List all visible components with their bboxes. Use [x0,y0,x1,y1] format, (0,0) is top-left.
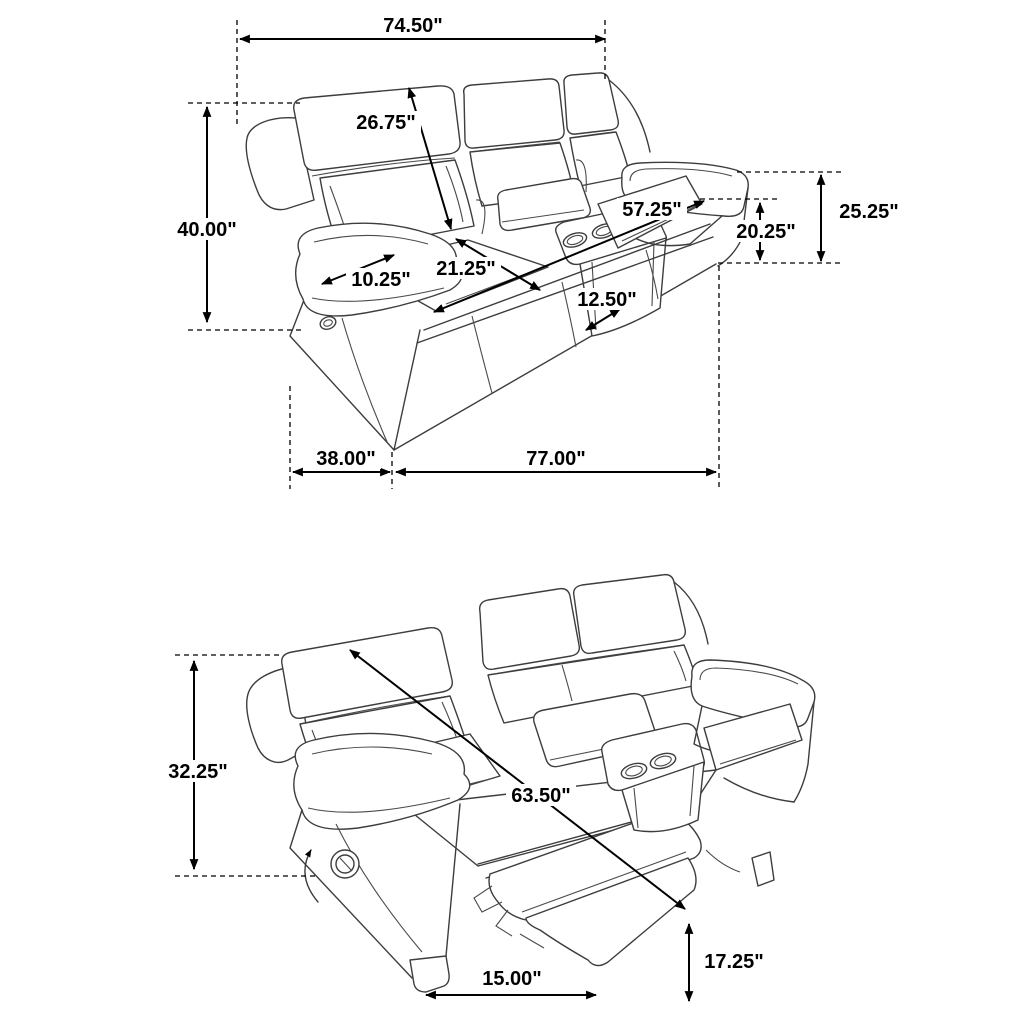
dim-side-depth [293,447,390,472]
dim-footrest-extension-label: 15.00" [482,968,542,990]
power-button-icon [318,315,337,332]
dim-reclined-height [163,661,233,869]
dim-reclined-height-label: 32.25" [168,761,228,783]
sofa-reclined-art [247,575,815,992]
dim-overall-width-label: 77.00" [526,448,586,470]
dim-overall-width [396,447,716,472]
dim-arm-height-label: 25.25" [839,201,899,223]
dim-footrest-height [689,924,769,1001]
dim-side-depth-label: 38.00" [316,448,376,470]
dim-reclined-length-label: 63.50" [511,785,571,807]
dim-console-width-label: 12.50" [577,289,637,311]
dim-armrest-width-label: 10.25" [351,269,411,291]
dim-footrest-extension [426,967,596,995]
dim-seat-depth-label: 21.25" [436,258,496,280]
dim-seat-height-label: 20.25" [736,221,796,243]
dim-overall-height-label: 40.00" [177,219,237,241]
dim-seat-front-width-label: 57.25" [622,199,682,221]
dim-backrest-length-label: 26.75" [356,112,416,134]
dim-back-width [240,14,605,39]
dim-back-width-label: 74.50" [383,15,443,37]
recline-handle-icon [331,850,359,878]
dim-footrest-height-label: 17.25" [704,951,764,973]
dim-arm-height [821,175,904,261]
dim-overall-height [172,107,242,322]
